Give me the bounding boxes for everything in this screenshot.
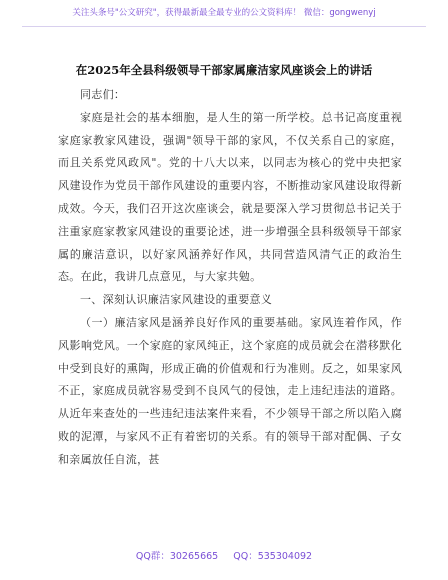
section-heading: 一、深刻认识廉洁家风建设的重要意义: [80, 293, 273, 307]
header-banner: 关注头条号"公文研究"，获得最新最全最专业的公文资料库！ 微信：gongwenyj: [72, 8, 376, 18]
document-body: [58, 84, 402, 472]
footer-contact: [0, 548, 448, 562]
body-paragraph: 家庭是社会的基本细胞，是人生的第一所学校。总书记高度重视家庭家教家风建设，强调"领导干部的家风，不仅关系自己的家庭，而且关系党风政风"。党的十八大以来，以同志为核心的党中央把家风建设作为党员干部作风建设的重要内容，不断推动家风建设取得新成效。今天，我们召开这次座谈会，就是要深入学习贯彻总书记关于注重家庭家教家风建设的重要论述，进一步增强全县科级领导干部家属的廉洁意识，以好家风涵养好作风，共同营造风清气正的政治生态。在此，我讲几点意见，与大家共勉。: [58, 110, 402, 284]
salutation: 同志们：: [80, 88, 126, 101]
footer-qq-group: QQ群：30265665: [135, 551, 219, 562]
document-title: 在2025年全县科级领导干部家属廉洁家风座谈会上的讲话: [75, 63, 373, 77]
footer-qq: QQ：535304092: [233, 551, 313, 562]
header-divider: [22, 26, 426, 27]
section-paragraph: （一）廉洁家风是涵养良好作风的重要基础。家风连着作风，作风影响党风。一个家庭的家风纯正，这个家庭的成员就会在潜移默化中受到良好的熏陶，形成正确的价值观和行为准则。反之，如果家风不正，家庭成员就容易受到不良风气的侵蚀，走上违纪违法的道路。从近年来查处的一些违纪违法案件来看，不少领导干部之所以陷入腐败的泥潭，与家风不正有着密切的关系。有的领导干部对配偶、子女和亲属放任自流，甚: [58, 315, 402, 466]
